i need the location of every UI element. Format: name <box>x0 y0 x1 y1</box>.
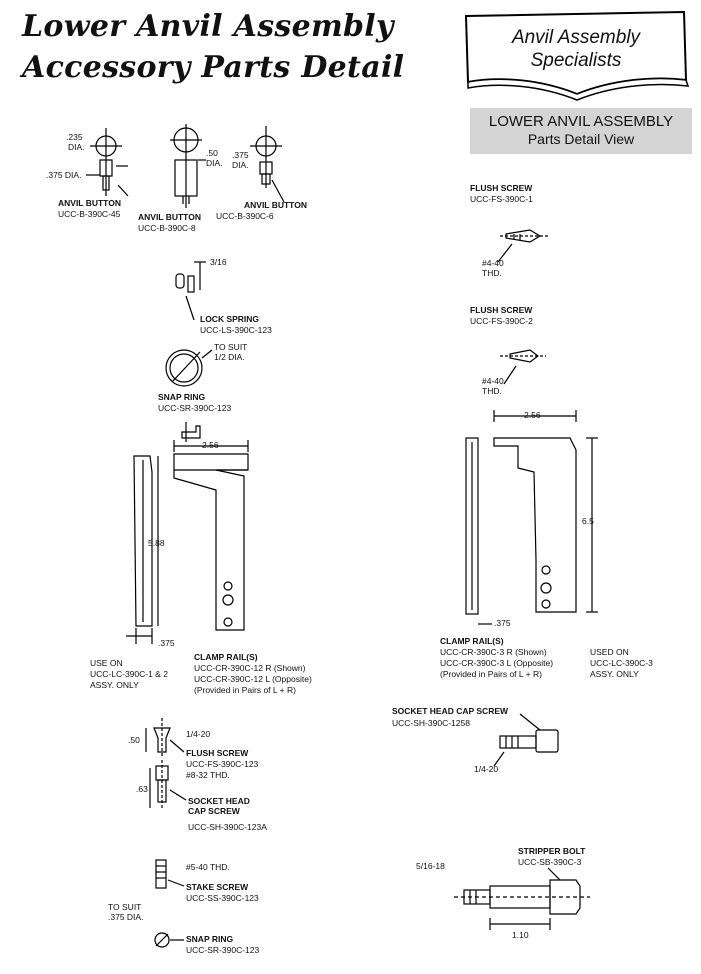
right-clamp-used1: USED ON <box>590 647 629 657</box>
right-clamp-part3: (Provided in Pairs of L + R) <box>440 669 542 679</box>
socket-cap-left-name2: CAP SCREW <box>188 806 240 816</box>
button3-dim-dia: DIA. <box>232 160 249 170</box>
flush-screw-3-part: UCC-FS-390C-123 <box>186 759 259 769</box>
lock-spring-name: LOCK SPRING <box>200 314 260 324</box>
flush-screw-2-thread2: THD. <box>482 386 502 396</box>
left-clamp-thick: .375 <box>158 638 175 648</box>
button2-dim: .50 <box>206 148 218 158</box>
stake-screw-note2: .375 DIA. <box>108 912 144 922</box>
right-clamp-used2: UCC-LC-390C-3 <box>590 658 653 668</box>
right-clamp-part2: UCC-CR-390C-3 L (Opposite) <box>440 658 554 668</box>
button2-dim-dia: DIA. <box>206 158 223 168</box>
left-clamp-part3: (Provided in Pairs of L + R) <box>194 685 296 695</box>
stake-screw-drawing <box>156 860 184 888</box>
flush-screw-1-part: UCC-FS-390C-1 <box>470 194 533 204</box>
socket-cap-left-len: .63 <box>136 784 148 794</box>
left-clamp-rail-drawing <box>126 440 248 644</box>
socket-cap-screw-right-drawing <box>494 714 558 766</box>
socket-cap-left-part: UCC-SH-390C-123A <box>188 822 267 832</box>
socket-cap-screw-left-drawing <box>150 760 186 808</box>
right-clamp-name: CLAMP RAIL(S) <box>440 636 504 646</box>
left-clamp-used3: ASSY. ONLY <box>90 680 139 690</box>
flush-screw-1-drawing <box>498 230 548 262</box>
left-clamp-part2: UCC-CR-390C-12 L (Opposite) <box>194 674 312 684</box>
left-clamp-width: 2.56 <box>202 440 219 450</box>
stake-screw-thread: #5-40 THD. <box>186 862 230 872</box>
left-clamp-height: 5.88 <box>148 538 165 548</box>
left-clamp-used1: USE ON <box>90 658 123 668</box>
button3-dim: .375 <box>232 150 249 160</box>
socket-cap-right-part: UCC-SH-390C-1258 <box>392 718 470 728</box>
socket-cap-right-name: SOCKET HEAD CAP SCREW <box>392 706 509 716</box>
button1-dim: .235 <box>66 132 83 142</box>
stripper-bolt-drawing <box>454 868 590 930</box>
stripper-bolt-name: STRIPPER BOLT <box>518 846 586 856</box>
snap-ring-2-drawing <box>155 933 184 947</box>
snap-ring-note1: TO SUIT <box>214 342 248 352</box>
flush-screw-2-drawing <box>500 350 546 384</box>
right-clamp-rail-drawing <box>466 410 598 624</box>
right-clamp-part1: UCC-CR-390C-3 R (Shown) <box>440 647 547 657</box>
socket-cap-right-thread: 1/4-20 <box>474 764 499 774</box>
button1-name: ANVIL BUTTON <box>58 198 121 208</box>
lock-spring-drawing <box>176 262 206 320</box>
snap-ring-drawing <box>166 350 212 386</box>
flush-screw-2-part: UCC-FS-390C-2 <box>470 316 533 326</box>
anvil-button-3-drawing <box>250 126 284 202</box>
banner-line-2: Specialists <box>530 50 622 71</box>
button2-part: UCC-B-390C-8 <box>138 223 196 233</box>
right-clamp-thick: .375 <box>494 618 511 628</box>
banner-line-1: Anvil Assembly <box>511 27 641 48</box>
button2-name: ANVIL BUTTON <box>138 212 201 222</box>
stripper-bolt-part: UCC-SB-390C-3 <box>518 857 582 867</box>
lock-spring-part: UCC-LS-390C-123 <box>200 325 272 335</box>
flush-screw-3-drawing <box>146 718 184 758</box>
flush-screw-2-thread: #4-40 <box>482 376 504 386</box>
button1-part: UCC-B-390C-45 <box>58 209 121 219</box>
stripper-bolt-len: 1.10 <box>512 930 529 940</box>
button3-part: UCC-B-390C-6 <box>216 211 274 221</box>
stake-screw-note1: TO SUIT <box>108 902 142 912</box>
stripper-bolt-thread: 5/16-18 <box>416 861 445 871</box>
left-clamp-used2: UCC-LC-390C-1 & 2 <box>90 669 168 679</box>
stake-screw-part: UCC-SS-390C-123 <box>186 893 259 903</box>
right-clamp-height: 6.5 <box>582 516 594 526</box>
snap-ring-2-name: SNAP RING <box>186 934 234 944</box>
view-label-line-2: Parts Detail View <box>527 131 635 147</box>
socket-cap-left-thread: #8-32 THD. <box>186 770 230 780</box>
left-clamp-part1: UCC-CR-390C-12 R (Shown) <box>194 663 306 673</box>
flush-screw-3-thread: 1/4-20 <box>186 729 211 739</box>
anvil-button-2-drawing <box>170 124 206 208</box>
flush-screw-1-thread: #4-40 <box>482 258 504 268</box>
snap-ring-note2: 1/2 DIA. <box>214 352 245 362</box>
button3-name: ANVIL BUTTON <box>244 200 307 210</box>
socket-cap-left-name1: SOCKET HEAD <box>188 796 250 806</box>
flush-screw-1-name: FLUSH SCREW <box>470 183 533 193</box>
title-line-1: Lower Anvil Assembly <box>22 9 394 44</box>
title-line-2: Accessory Parts Detail <box>22 50 405 85</box>
snap-ring-name: SNAP RING <box>158 392 206 402</box>
flush-screw-3-name: FLUSH SCREW <box>186 748 249 758</box>
stake-screw-name: STAKE SCREW <box>186 882 249 892</box>
snap-ring-2-part: UCC-SR-390C-123 <box>186 945 260 955</box>
right-clamp-width: 2.56 <box>524 410 541 420</box>
lock-spring-dim: 3/16 <box>210 257 227 267</box>
clip-drawing <box>182 422 200 442</box>
flush-screw-2-name: FLUSH SCREW <box>470 305 533 315</box>
button1-dim2: .375 DIA. <box>46 170 82 180</box>
anvil-button-1-drawing <box>86 128 128 196</box>
left-clamp-name: CLAMP RAIL(S) <box>194 652 258 662</box>
right-clamp-used3: ASSY. ONLY <box>590 669 639 679</box>
snap-ring-part: UCC-SR-390C-123 <box>158 403 232 413</box>
button1-dim-dia: DIA. <box>68 142 85 152</box>
flush-screw-1-thread2: THD. <box>482 268 502 278</box>
flush-screw-3-len: .50 <box>128 735 140 745</box>
view-label-line-1: LOWER ANVIL ASSEMBLY <box>488 113 674 130</box>
